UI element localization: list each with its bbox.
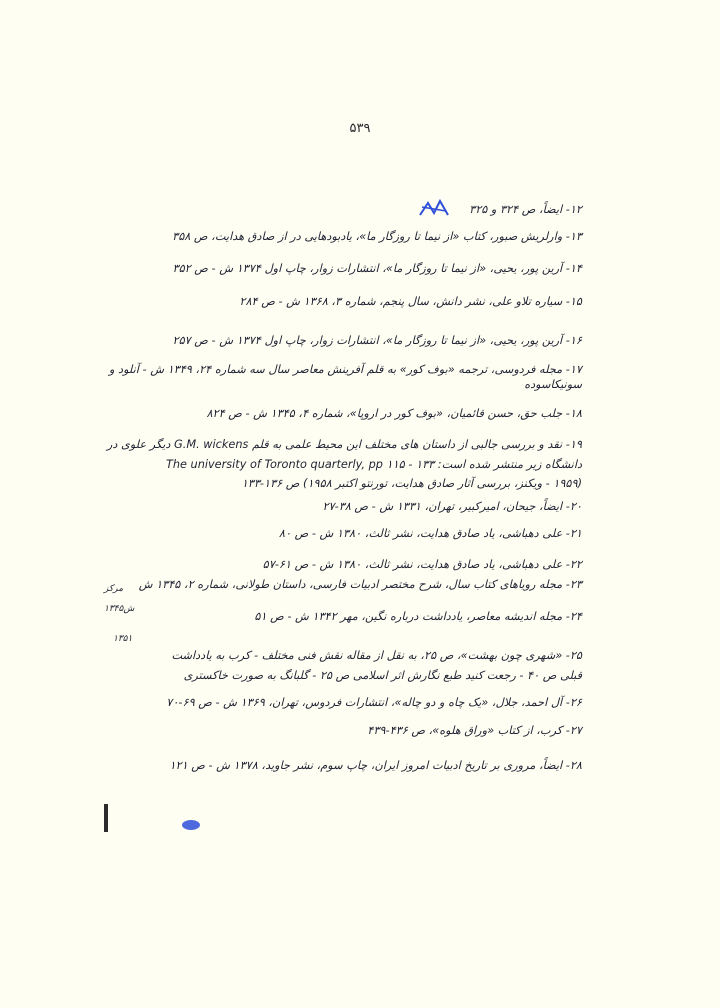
footnote-28: ۲۸- ایضاً، مروری بر تاریخ ادبیات امروز ایران، چاپ سوم، نشر جاوید، ۱۳۷۸ ش - ص ۱۲۱ xyxy=(169,758,582,772)
footnote-16: ۱۶- آرین پور، یحیی، «از نیما تا روزگار ما»، انتشارات زوار، چاپ اول ۱۳۷۴ ش - ص ۲۵۷ xyxy=(172,334,582,348)
footnote-18: ۱۸- جلب حق، حسن قائمیان، «بوف کور در اروپا»، شماره ۴، ۱۳۴۵ ش - ص ۸۲۴ xyxy=(206,407,582,421)
margin-note: ۱۳۴۵ش xyxy=(104,604,135,614)
footnote-27: ۲۷- کرب، از کتاب «وراق هلوه»، ص ۴۳۶-۴۳۹ xyxy=(367,723,582,737)
footnote-20: ۲۰- ایضاً، جیحان، امیرکبیر، تهران، ۱۳۳۱ ش - ص ۳۸-۲۷ xyxy=(322,500,582,514)
footnote-21: ۲۱- علی دهباشی، یاد صادق هدایت، نشر ثالث، ۱۳۸۰ ش - ص ۸۰ xyxy=(278,526,582,540)
footnote-14: ۱۴- آرین پور، یحیی، «از نیما تا روزگار ما»، انتشارات زوار، چاپ اول ۱۳۷۴ ش - ص ۳۵۲ xyxy=(172,261,582,275)
footnote-15: ۱۵- سیاره تلاو علی، نشر دانش، سال پنجم، شماره ۳، ۱۳۶۸ ش - ص ۲۸۴ xyxy=(239,294,582,308)
blue-ink-mark xyxy=(180,818,202,832)
footnote-17-line-2: سونیکاسوده xyxy=(524,377,582,391)
footnote-19-line-3: (۱۹۵۹ - ویکنز، بررسی آثار صادق هدایت، تورنتو اکتبر ۱۹۵۸) ص ۱۳۶-۱۳۳ xyxy=(241,476,582,490)
footnote-19-line-1: ۱۹- نقد و بررسی جالبی از داستان های مختلف این محیط علمی به قلم G.M. wickens دیگر علوی در xyxy=(106,438,582,452)
margin-note: ۱۳۵۱ xyxy=(113,634,133,644)
footnote-13: ۱۳- وارلریش صبور، کتاب «از نیما تا روزگار ما»، یادبودهایی در از صادق هدایت، ص ۳۵۸ xyxy=(172,230,582,244)
footnote-22: ۲۲- علی دهباشی، یاد صادق هدایت، نشر ثالث، ۱۳۸۰ ش - ص ۶۱-۵۷ xyxy=(262,557,582,571)
footnote-25-line-2: قبلی ص ۴۰ - رجعت کنید طبع نگارش اثر اسلامی ص ۲۵ - گلبانگ به صورت خاکستری xyxy=(183,669,582,683)
footnote-24: ۲۴- مجله اندیشه معاصر، یادداشت درباره نگین، مهر ۱۳۴۲ ش - ص ۵۱ xyxy=(254,610,582,624)
footnote-25-line-1: ۲۵- «شهری چون بهشت»، ص ۲۵، به نقل از مقاله نقش فنی مختلف - کرب به یادداشت xyxy=(171,648,582,662)
footnote-17 xyxy=(104,364,582,390)
scan-edge-mark xyxy=(104,804,108,832)
footnote-19-line-2: دانشگاه زیر منتشر شده است: ۱۳۳ - ۱۱۵ The university of Toronto quarterly, pp xyxy=(165,457,582,471)
footnote-25 xyxy=(104,650,582,682)
footnote-12: ۱۲- ایضاً، ص ۳۲۴ و ۳۲۵ xyxy=(469,203,582,216)
footnote-19 xyxy=(104,439,582,489)
margin-note: مرکز xyxy=(104,584,124,594)
footnotes-list xyxy=(104,194,582,771)
footnote-17-line-1: ۱۷- مجله فردوسی، ترجمه «بوف کور» به قلم آفرینش معاصر سال سه شماره ۲۴، ۱۳۴۹ ش - آنلود و xyxy=(109,363,582,377)
footnote-26: ۲۶- آل احمد، جلال، «یک چاه و دو چاله»، انتشارات فردوس، تهران، ۱۳۶۹ ش - ص ۶۹-۷۰ xyxy=(166,696,582,710)
page-number: ۵۳۹ xyxy=(349,121,371,136)
footnote-23: ۲۳- مجله رویاهای کتاب سال، شرح مختصر ادبیات فارسی، داستان طولانی، شماره ۲، ۱۳۴۵ ش xyxy=(138,578,582,592)
